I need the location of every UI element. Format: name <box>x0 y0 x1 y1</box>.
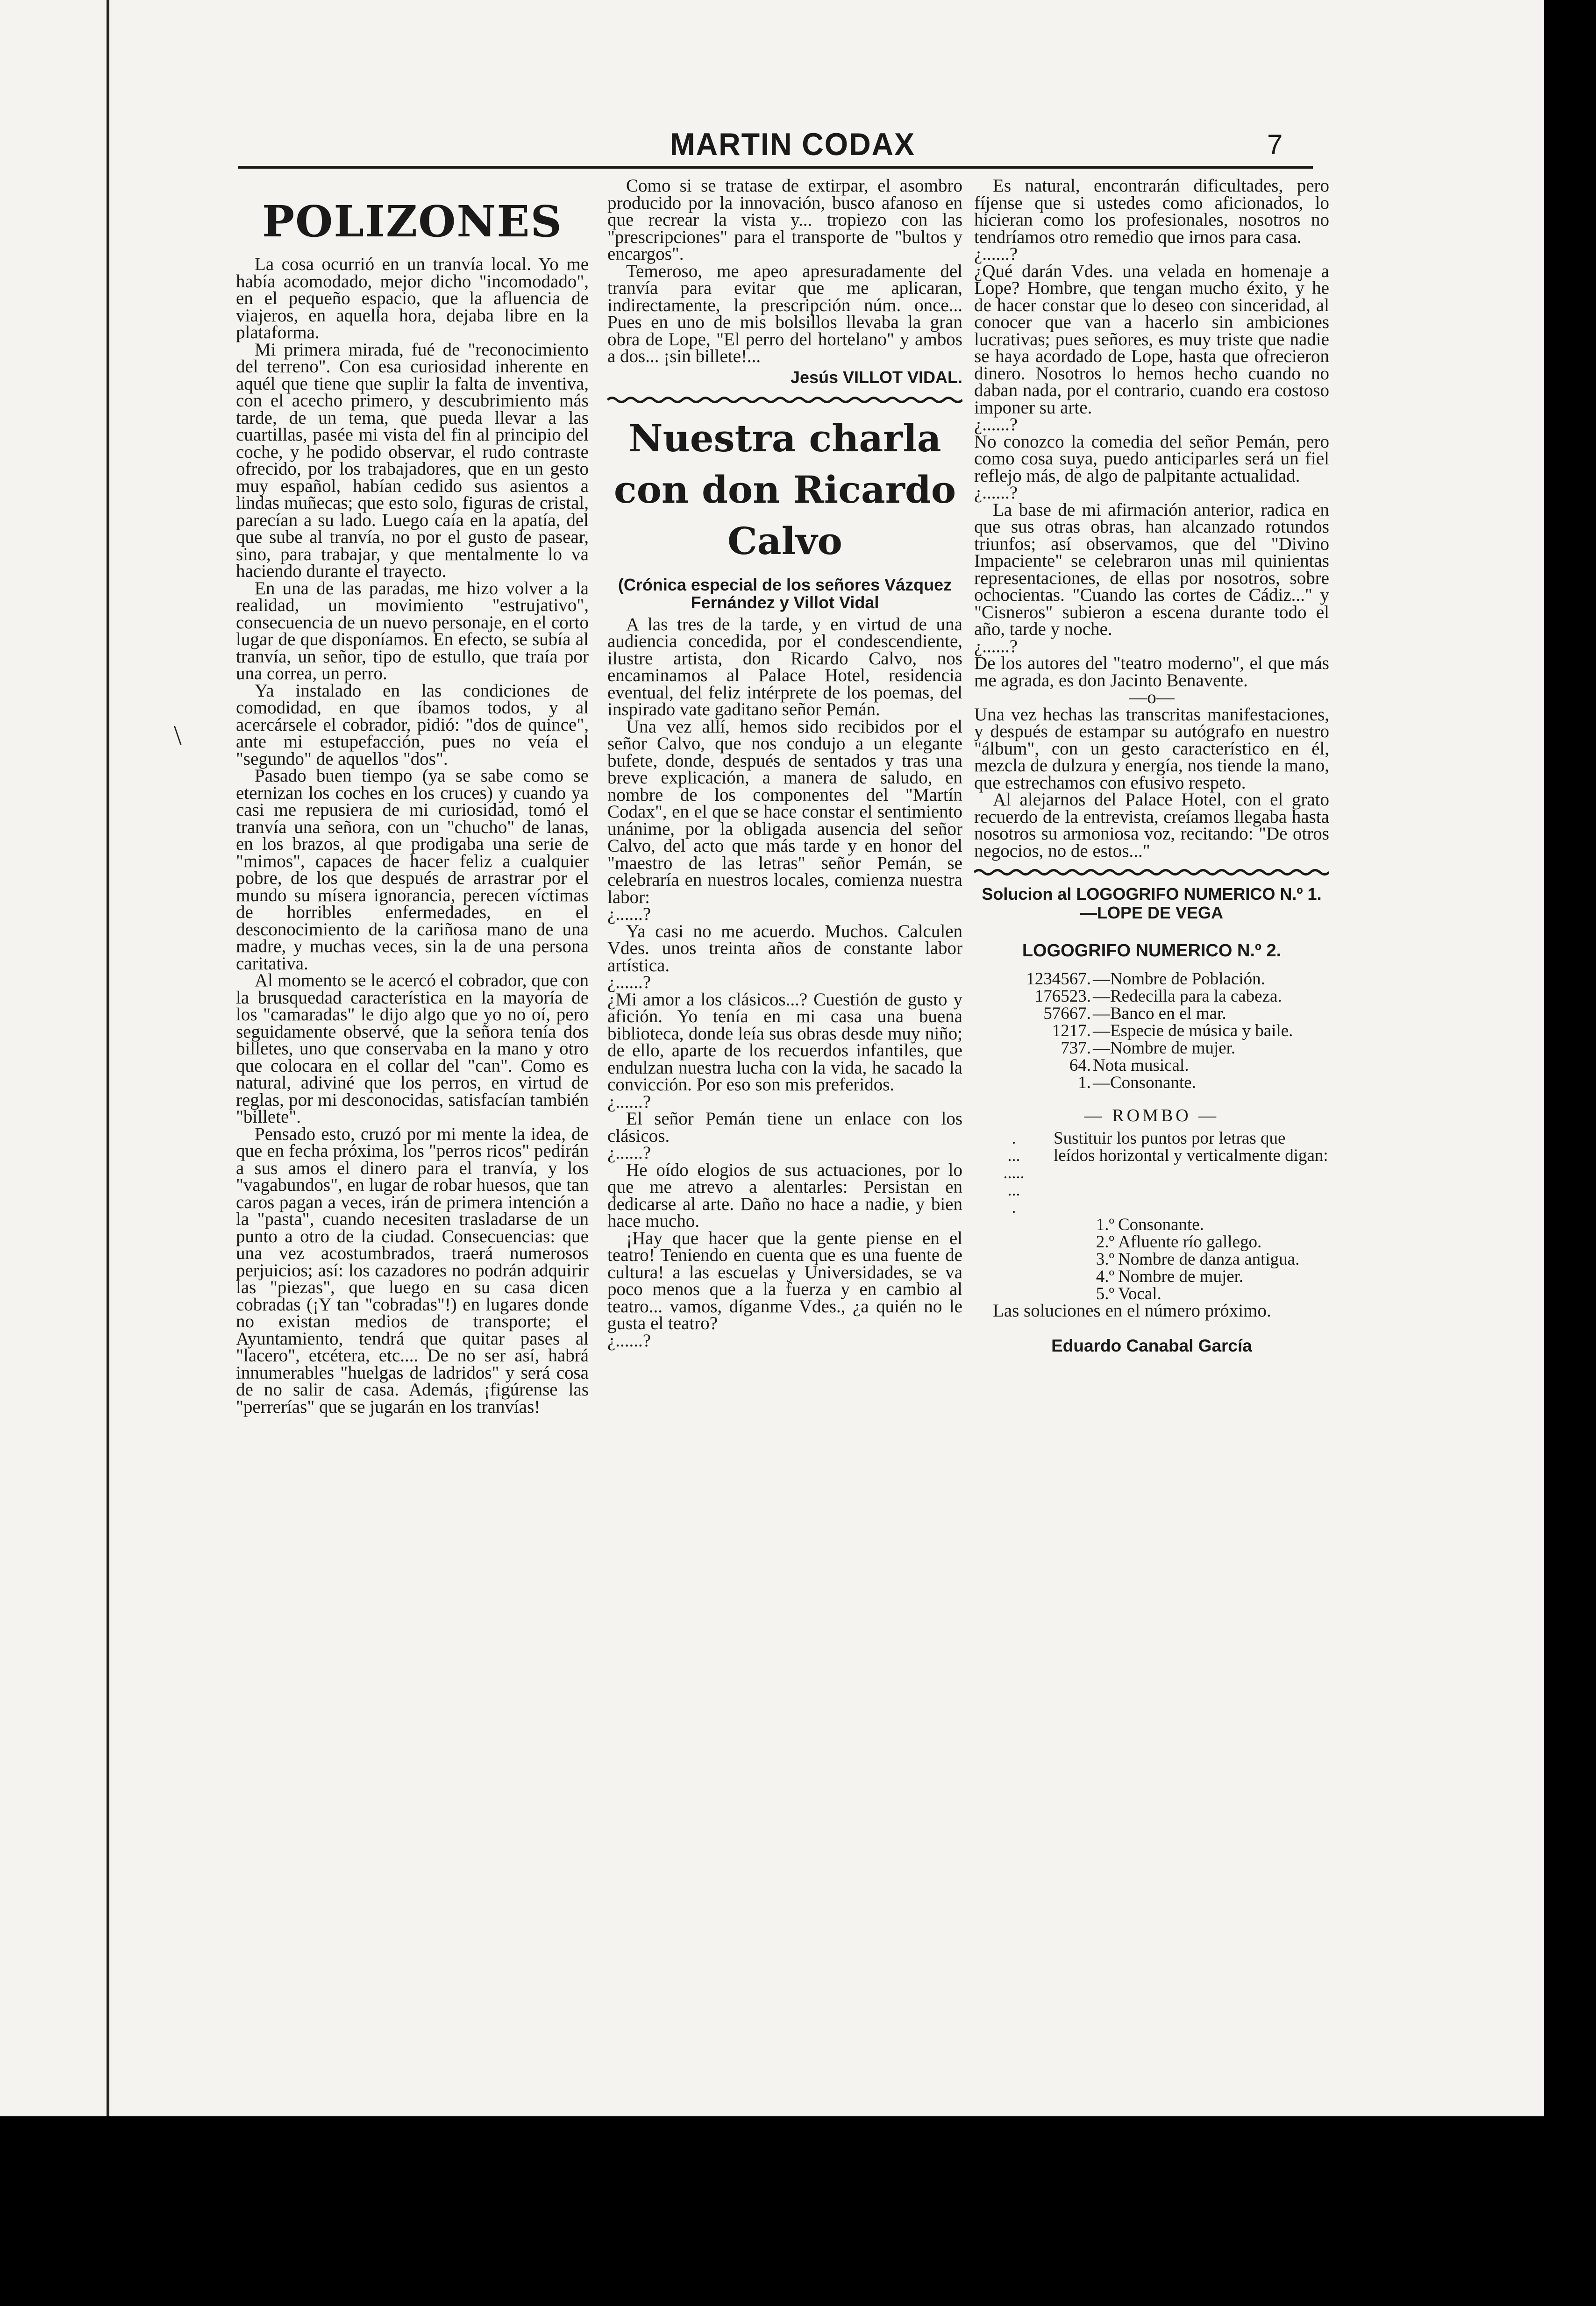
paragraph: Pasado buen tiempo (ya se sabe como se eternizan los coches en los cruces) y cuando ya casi me repusiera de mi curiosidad, tomó el tranvía una señora, con un "chucho" de lanas, en los brazos, al que prodigaba una serie de "mimos", capaces de hacer feliz a cualquier pobre, de los que después de arrastrar por el mundo su mísera ignorancia, perecen víctimas de horribles enfermedades, en el desconocimiento de la cariñosa mano de una madre, y muchas veces, sin la de una persona caritativa. <box>236 766 589 974</box>
column-3 <box>974 178 1329 1356</box>
rombo-puzzle <box>974 1130 1329 1216</box>
newspaper-title: MARTIN CODAX <box>670 127 916 162</box>
paragraph: ¿Qué darán Vdes. una velada en homenaje a Lope? Hombre, que tengan mucho éxito, y he de hacer constar que lo deseo con sinceridad, al conocer que van a hacerlo sin ambiciones lucrativas; pues señores, es muy triste que nadie se haya acordado de Lope, hasta que ofrecieron dinero. Nosotros lo hemos hecho cuando no daban nada, por el contrario, cuando era costoso imponer su arte. <box>974 261 1329 418</box>
rombo-title: — ROMBO — <box>1084 1106 1219 1125</box>
rombo-clue: 4.º Nombre de mujer. <box>1096 1267 1244 1286</box>
logogrifo-row: 57667. —Banco en el mar. <box>1043 1004 1226 1023</box>
logogrifo-list <box>974 970 1329 1091</box>
article-title-charla <box>607 413 962 567</box>
logogrifo-row: 1217. —Especie de música y baile. <box>1052 1021 1293 1040</box>
rombo-clue: 5.º Vocal. <box>1096 1284 1161 1303</box>
question-marker: ¿......? <box>974 414 1018 434</box>
paragraph: Es natural, encontrarán dificultades, pero fíjense que si ustedes como aficionados, lo hicieran como los profesionales, nosotros no tendríamos otro remedio que irnos para casa. <box>974 176 1329 247</box>
rombo-clue: 1.º Consonante. <box>1096 1215 1204 1234</box>
paragraph: De los autores del "teatro moderno", el que más me agrada, es don Jacinto Benavente. <box>974 653 1329 690</box>
logogrifo-row: 737. —Nombre de mujer. <box>1061 1039 1236 1058</box>
paragraph: Temeroso, me apeo apresuradamente del tranvía para evitar que me aplicaran, indirectamente, la prescripción núm. once... Pues en uno de mis bolsillos llevaba la gran obra de Lope, "El perro del hortelano" y ambos a dos... ¡sin billete!... <box>607 261 962 366</box>
question-marker: ¿......? <box>607 1091 651 1112</box>
section-separator: —o— <box>1129 687 1175 707</box>
logogrifo-row: 176523. —Redecilla para la cabeza. <box>1034 987 1282 1006</box>
article-subtitle: (Crónica especial de los señores Vázquez Fernández y Villot Vidal <box>618 575 952 612</box>
rombo-clue: 3.º Nombre de danza antigua. <box>1096 1250 1300 1269</box>
paragraph: A las tres de la tarde, y en virtud de una audiencia concedida, por el condescendiente, ilustre artista, don Ricardo Calvo, nos encaminamos al Palace Hotel, residencia eventual, del feliz intérprete de los poemas, del inspirado vate gaditano señor Pemán. <box>607 614 962 719</box>
question-marker: ¿......? <box>607 1143 651 1163</box>
title-line: Calvo <box>727 519 842 563</box>
title-line: con don Ricardo <box>613 467 956 512</box>
header-rule <box>238 166 1313 169</box>
question-marker: ¿......? <box>607 972 651 992</box>
logogrifo-row: 1. —Consonante. <box>1078 1073 1196 1092</box>
paragraph: He oído elogios de sus actuaciones, por lo que me atrevo a alentarles: Persistan en dedicarse al arte. Daño no hace a nadie, y bien hace mucho. <box>607 1160 962 1231</box>
paragraph: Al momento se le acercó el cobrador, que con la brusquedad característica en la mayoría de los "camaradas" le dijo algo que yo no oí, pero seguidamente observé, que la señora tenía dos billetes, uno que conservaba en la mano y otro que colocara en el collar del "can". Como es natural, adiviné que los perros, en virtud de reglas, por mi desconocidas, satisfacían también "billete". <box>236 970 589 1127</box>
question-marker: ¿......? <box>974 244 1018 264</box>
question-marker: ¿......? <box>607 1330 651 1351</box>
paragraph: La base de mi afirmación anterior, radica en que sus otras obras, han alcanzado rotundos triunfos; así observamos, que del "Divino Impaciente" se celebraron unas mil quinientas representaciones, de ellas por nosotros, sobre ochocientas. "Cuando las cortes de Cádiz..." y "Cisneros" subieron a escena durante todo el año, tarde y noche. <box>974 499 1329 639</box>
article-title-polizones: POLIZONES <box>262 196 563 247</box>
page-number: 7 <box>1267 129 1283 160</box>
paragraph: Ya instalado en las condiciones de comodidad, en que íbamos todos, y al acercársele el cobrador, pidió: "dos de quince", ante mi estupefacción, pues no veía el "segundo" de aquellos "dos". <box>236 680 589 769</box>
rombo-intro: Sustituir los puntos por letras que leídos horizontal y verticalmente digan: <box>1054 1129 1328 1165</box>
question-marker: ¿......? <box>974 483 1018 503</box>
article-signature: Jesús VILLOT VIDAL. <box>790 367 962 387</box>
paragraph: Mi primera mirada, fué de "reconocimiento del terreno". Con esa curiosidad inherente en aquél que tiene que suplir la falta de inventiva, con el acecho primero, y descubrimiento más tarde, de un tema, que pueda llevar a las cuartillas, pasée mi vista del fin al principio del coche, y he podido observar, el rudo contraste ofrecido, por los trabajadores, que en un gesto muy español, habían cedido sus asientos a lindas muñecas; que esto solo, figuras de cristal, parecían a su lado. Luego caía en la apatía, del que sube al tranvía, no por el gusto de pasear, sino, para trabajar, y que mentalmente lo va haciendo durante el trayecto. <box>236 339 589 581</box>
paragraph: Ya casi no me acuerdo. Muchos. Calculen Vdes. unos treinta años de constante labor artística. <box>607 921 962 975</box>
rombo-dots: . ... ..... ... . <box>1003 1129 1025 1217</box>
paragraph: Una vez hechas las transcritas manifestaciones, y después de estampar su autógrafo en nuestro "álbum", con un gesto característico en él, mezcla de dulzura y energía, nos tiende la mano, que estrechamos con efusivo respeto. <box>974 704 1329 793</box>
question-marker: ¿......? <box>607 904 651 924</box>
title-line: Nuestra charla <box>628 416 941 460</box>
column-2 <box>607 178 962 1349</box>
logogrifo-solution-title: Solucion al LOGOGRIFO NUMERICO N.º 1.—LOPE DE VEGA <box>982 884 1322 922</box>
paragraph: Como si se tratase de extirpar, el asombro producido por la innovación, busco afanoso en que recrear la vista y... tropiezo con las "prescripciones" para el transporte de "bultos y encargos". <box>607 176 962 264</box>
paragraph: No conozco la comedia del señor Pemán, pero como cosa suya, puedo anticiparles será un fiel reflejo más, de algo de palpitante actualidad. <box>974 431 1329 486</box>
wavy-divider <box>607 396 962 404</box>
paragraph: Pensado esto, cruzó por mi mente la idea, de que en fecha próxima, los "perros ricos" pedirán a sus amos el dinero para el tranvía, y los "vagabundos", en lugar de robar huesos, que tan caros pagan a veces, irán de primera intención a la "pasta", cuando necesiten trasladarse de un punto a otro de la ciudad. Consecuencias: que una vez acostumbrados, traerá numerosos perjuicios; así: los cazadores no podrán adquirir las "piezas", que luego en su casa dicen cobradas (¡Y tan "cobradas"!) en lugares donde no existan medios de transporte; el Ayuntamiento, tendrá que quitar pases al "lacero", etcétera, etc.... De no ser así, habrá innumerables "huelgas de ladridos" y será cosa de no salir de casa. Además, ¡figúrense las "perrerías" que se jugarán en los tranvías! <box>236 1124 589 1417</box>
paragraph: Al alejarnos del Palace Hotel, con el grato recuerdo de la entrevista, creíamos llegaba hasta nosotros su armoniosa voz, recitando: "De otros negocios, no de estos..." <box>974 790 1329 861</box>
binding-edge <box>107 0 109 2116</box>
paragraph: ¡Hay que hacer que la gente piense en el teatro! Teniendo en cuenta que es una fuente de cultura! a las escuelas y Universidades, se va poco menos que a la fuerza y en cambio al teatro... vamos, díganme Vdes., ¿a quién no le gusta el teatro? <box>607 1228 962 1333</box>
column-1 <box>236 178 589 1416</box>
paragraph: La cosa ocurrió en un tranvía local. Yo me había acomodado, mejor dicho "incomodado", en el pequeño espacio, que la afluencia de viajeros, en aquella hora, dejaba libre en la plataforma. <box>236 254 589 342</box>
rombo-clues <box>974 1216 1329 1302</box>
wavy-divider <box>974 868 1329 876</box>
puzzle-author: Eduardo Canabal García <box>1051 1336 1252 1355</box>
logogrifo-row: 64. Nota musical. <box>1069 1056 1189 1075</box>
paragraph: En una de las paradas, me hizo volver a la realidad, un movimiento "estrujativo", consecuencia de un nuevo personaje, en el corto lugar de que disponíamos. En efecto, se subía al tranvía, un señor, tipo de estullo, que traía por una correa, un perro. <box>236 578 589 683</box>
paragraph: El señor Pemán tiene un enlace con los clásicos. <box>607 1109 962 1146</box>
logogrifo-row: 1234567. —Nombre de Población. <box>1026 969 1265 989</box>
paragraph: ¿Mi amor a los clásicos...? Cuestión de gusto y afición. Yo tenía en mi casa una buena biblioteca, donde leía sus obras desde muy niño; de ello, aparte de los recuerdos infantiles, que endulzan nuestra lucha con la vida, he sacado la convicción. Por eso son mis preferidos. <box>607 989 962 1095</box>
logogrifo-title: LOGOGRIFO NUMERICO N.º 2. <box>1022 941 1282 961</box>
paragraph: Una vez allí, hemos sido recibidos por el señor Calvo, que nos condujo a un elegante bufete, donde, después de sentados y tras una breve explicación, a manera de saludo, en nombre de los componentes del "Martín Codax", en el que se hace constar el sentimiento unánime, por la obligada ausencia del señor Calvo, del acto que más tarde y en honor del "maestro de las letras" señor Pemán, se celebraría en nuestros locales, comienza nuestra labor: <box>607 716 962 907</box>
rombo-clue: 2.º Afluente río gallego. <box>1096 1232 1262 1252</box>
rombo-footer: Las soluciones en el número próximo. <box>993 1301 1271 1321</box>
question-marker: ¿......? <box>974 636 1018 656</box>
scan-mark: \ <box>174 720 182 751</box>
